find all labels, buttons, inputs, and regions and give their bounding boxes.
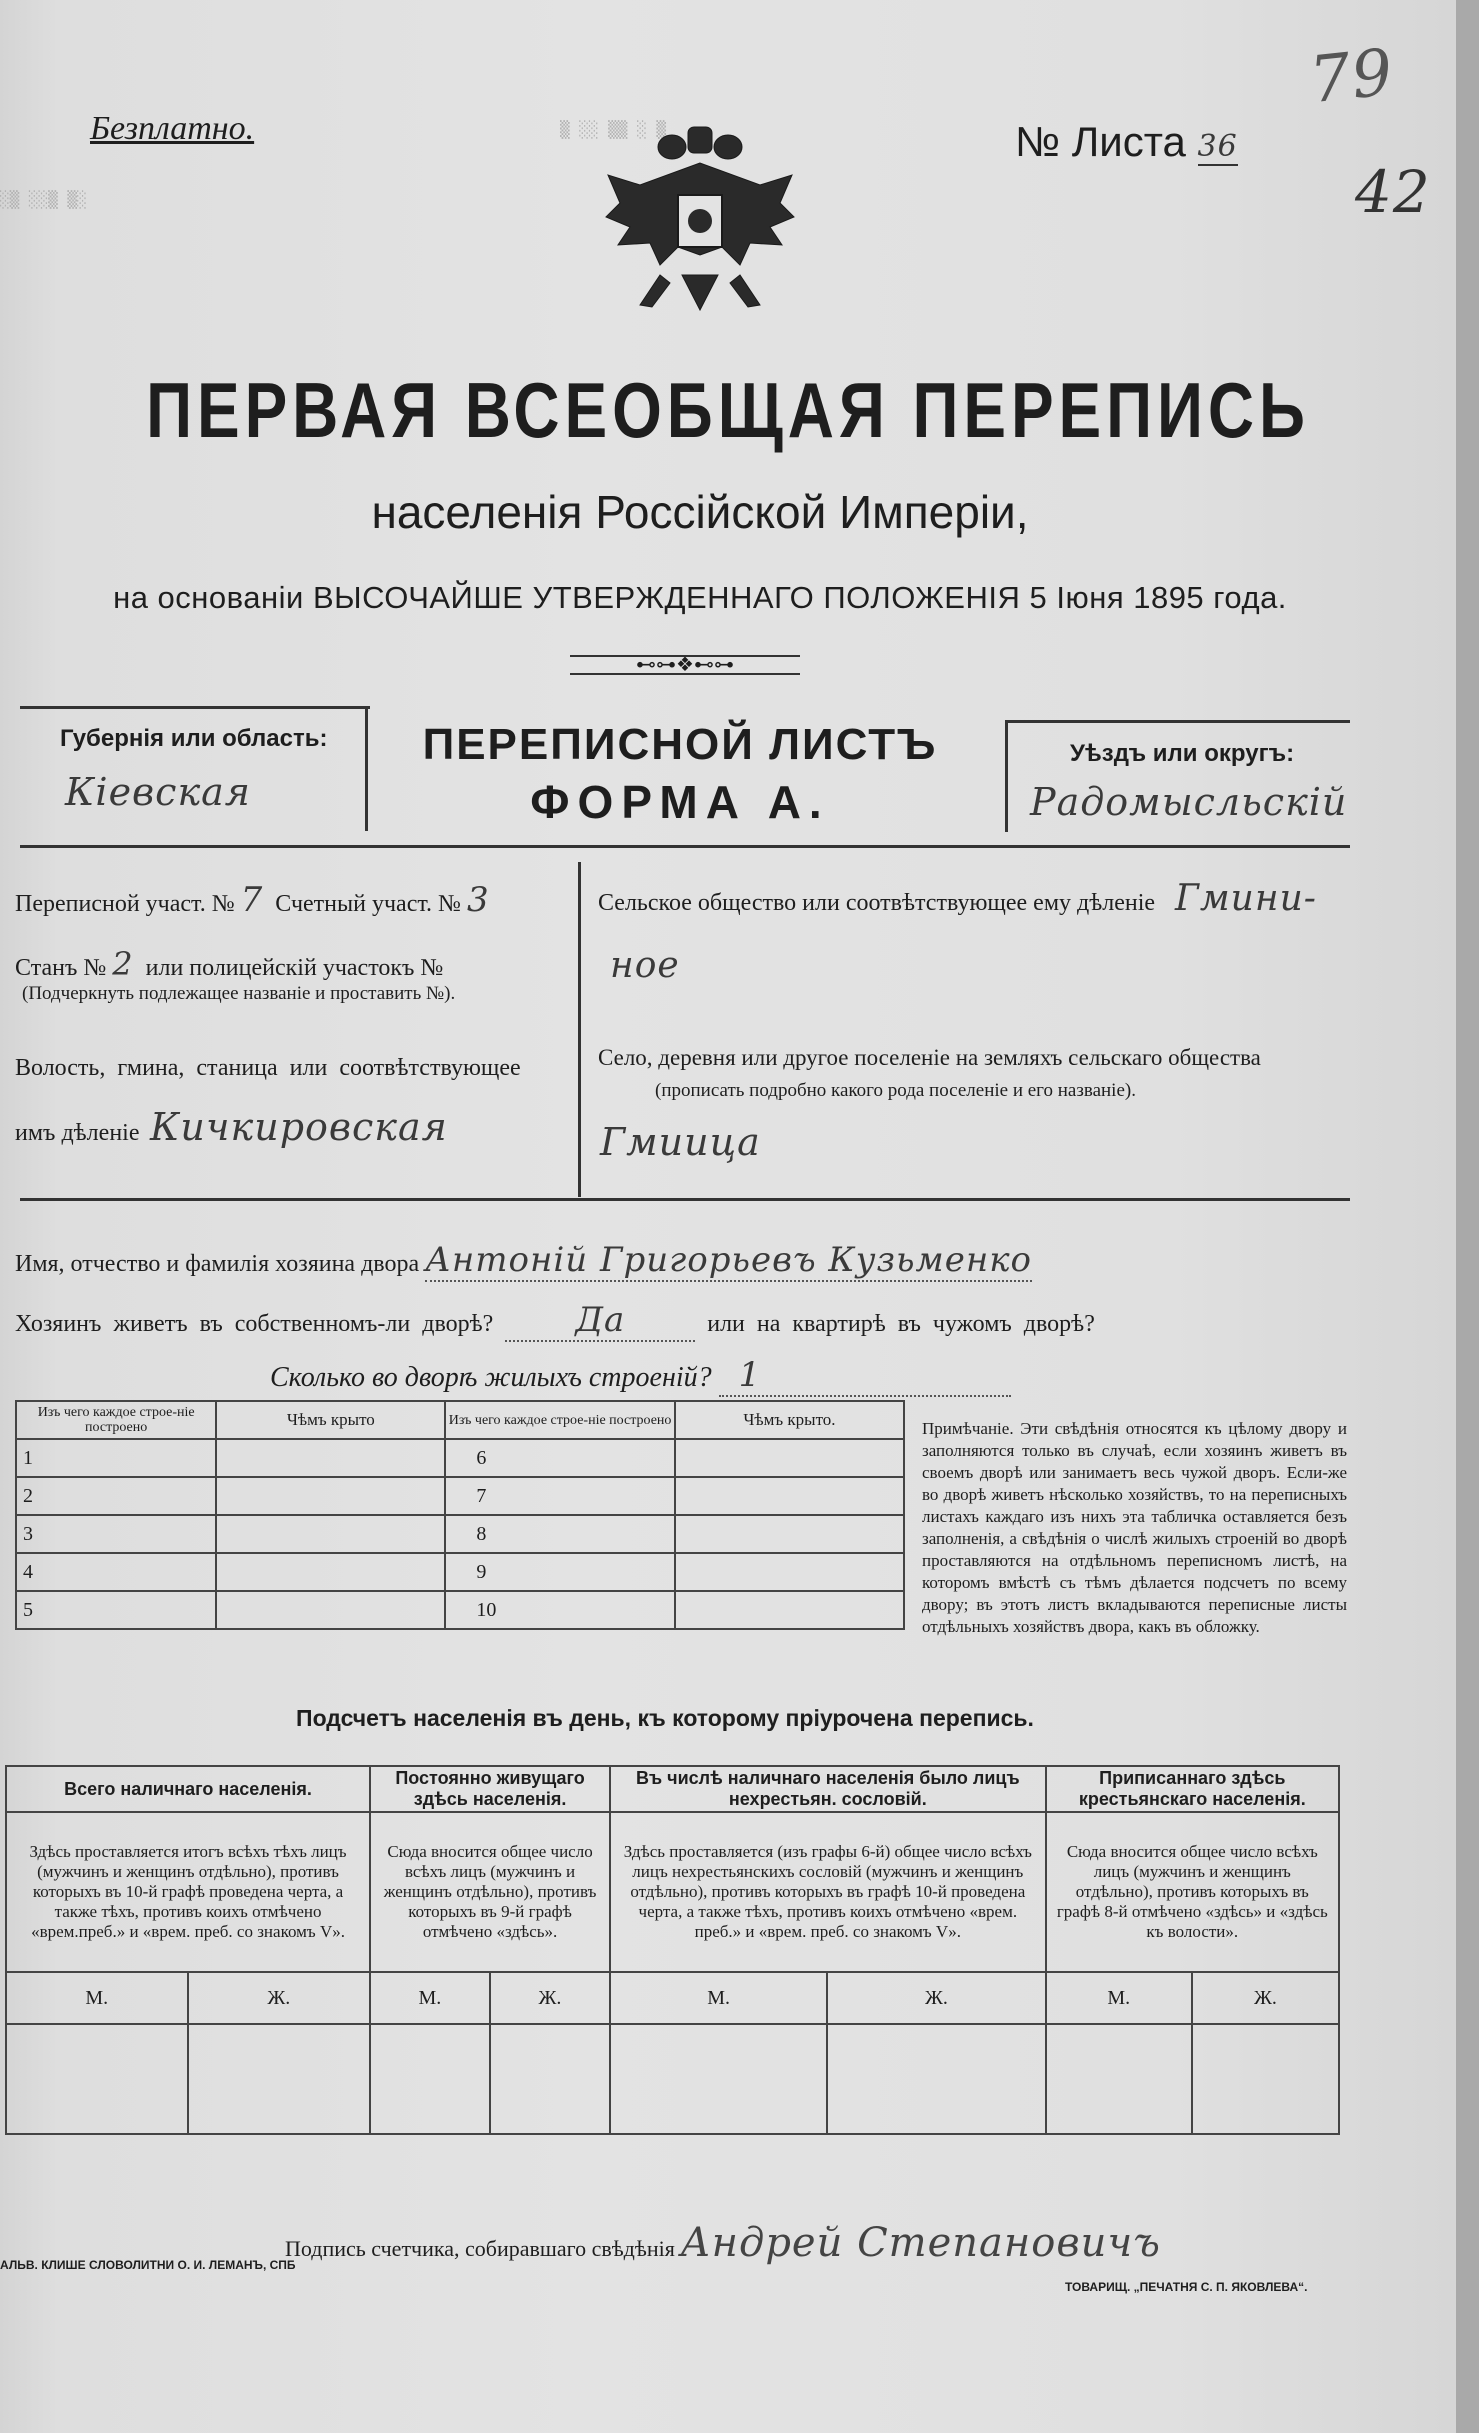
counter-signature: Андрей Степановичъ [680, 2220, 1161, 2266]
society-value-2: ное [610, 945, 680, 986]
fields-column-divider [578, 862, 581, 1197]
stan-label: Станъ № [15, 955, 107, 981]
imperial-eagle-emblem-icon [600, 125, 800, 330]
printer-right: ТОВАРИЩ. „ПЕЧАТНЯ С. П. ЯКОВЛЕВА“. [1065, 2280, 1308, 2294]
summary-value-cell [610, 2024, 827, 2134]
bleed-through-text: ░▒ ░░▒ ▒░ [0, 190, 87, 209]
col-material-left: Изъ чего каждое строе-ніе построено [16, 1401, 216, 1439]
summary-value-cell [490, 2024, 610, 2134]
summary-value-cell [370, 2024, 490, 2134]
legal-basis-line: на основаніи ВЫСОЧАЙШЕ УТВЕРЖДЕННАГО ПОЛОЖЕНІЯ 5 Іюня 1895 года. [113, 580, 1287, 615]
col-roof-left: Чѣмъ крыто [216, 1401, 445, 1439]
archive-number-top: 79 [1306, 35, 1398, 119]
form-sheet-title: ПЕРЕПИСНОЙ ЛИСТЪ [422, 720, 938, 769]
summary-value-cell [827, 2024, 1045, 2134]
volost-value: Кичкировская [150, 1105, 448, 1149]
page-edge-shadow [1456, 0, 1479, 2433]
form-name: ФОРМА А. [530, 776, 830, 828]
summary-col-header: Всего наличнаго населенія. [6, 1766, 370, 1812]
free-label: Безплатно. [90, 110, 255, 147]
sheet-number-label: № Листа [1015, 118, 1186, 165]
own-yard-row [15, 1300, 1095, 1340]
police-district-label: или полицейскій участокъ № [145, 955, 444, 981]
signature-label: Подпись счетчика, собиравшаго свѣдѣнія [285, 2236, 675, 2261]
table-row-number: 2 [16, 1477, 216, 1515]
archive-number-bottom: 42 [1355, 158, 1431, 226]
gubernia-value: Кіевская [65, 770, 251, 814]
society-value-1: Гмини- [1175, 878, 1317, 919]
census-district-label: Переписной участ. № [15, 891, 235, 917]
buildings-count-label: Сколько во дворѣ жилыхъ строеній? [270, 1362, 712, 1393]
buildings-count-row [270, 1355, 1011, 1395]
bleed-through-text: ▒ ░░ ▒▒ ░ ▒ [560, 120, 666, 139]
police-district-note: (Подчеркнуть подлежащее названіе и проставить №). [22, 983, 456, 1004]
summary-col-header: Въ числѣ наличнаго населенія было лицъ нехрестьян. сословій. [610, 1766, 1046, 1812]
summary-value-cell [188, 2024, 370, 2134]
table-cell [675, 1439, 904, 1477]
summary-col-header: Постоянно живущаго здѣсь населенія. [370, 1766, 610, 1812]
decorative-ornament: ⊷⊶❖⊷⊶ [570, 655, 800, 675]
summary-col-desc: Сюда вносится общее число всѣхъ лицъ (мужчинъ и женщинъ отдѣльно), противъ которыхъ въ графѣ 8-й отмѣчено «здѣсь» и «здѣсь къ волости». [1046, 1812, 1339, 1972]
table-row-number: 4 [16, 1553, 216, 1591]
signature-row [285, 2220, 1161, 2266]
table-row-number: 10 [445, 1591, 675, 1629]
table-row-number: 6 [445, 1439, 675, 1477]
gubernia-box-right [365, 706, 368, 831]
buildings-count-value: 1 [719, 1355, 1012, 1397]
counting-district-label: Счетный участ. № [275, 891, 461, 917]
region-row-bottom-rule [20, 845, 1350, 848]
form-main-title: ПЕРВАЯ ВСЕОБЩАЯ ПЕРЕПИСЬ [146, 366, 1310, 454]
table-cell [675, 1515, 904, 1553]
district-numbers-row [15, 880, 490, 920]
printer-left: АЛЬВ. КЛИШЕ СЛОВОЛИТНИ О. И. ЛЕМАНЪ, СПБ [0, 2258, 296, 2272]
table-cell [216, 1553, 445, 1591]
uezd-box-left [1005, 720, 1008, 832]
female-header: Ж. [490, 1972, 610, 2024]
own-yard-label: Хозяинъ живетъ въ собственномъ-ли дворѣ? [15, 1311, 494, 1337]
table-row-number: 7 [445, 1477, 675, 1515]
gubernia-label: Губернія или область: [60, 725, 328, 752]
stan-row [15, 945, 443, 983]
table-cell [675, 1477, 904, 1515]
col-material-right: Изъ чего каждое строе-ніе построено [445, 1401, 675, 1439]
stan-value: 2 [112, 945, 134, 983]
summary-col-header: Приписаннаго здѣсь крестьянскаго населенія. [1046, 1766, 1339, 1812]
census-district-value: 7 [240, 880, 264, 920]
fields-bottom-rule [20, 1198, 1350, 1201]
uezd-value: Радомысльскій [1030, 780, 1348, 824]
summary-value-cell [6, 2024, 188, 2134]
table-cell [216, 1477, 445, 1515]
form-subtitle: населенія Россійской Имперіи, [371, 486, 1029, 538]
summary-value-cell [1046, 2024, 1192, 2134]
village-note: (прописать подробно какого рода поселеніе и его названіе). [655, 1080, 1136, 1101]
male-header: М. [1046, 1972, 1192, 2024]
owner-name-value: Антоній Григорьевъ Кузьменко [425, 1240, 1032, 1280]
population-summary-table [5, 1765, 1340, 2135]
col-roof-right: Чѣмъ крыто. [675, 1401, 904, 1439]
volost-label: Волость, гмина, станица или соотвѣтствующее [15, 1055, 521, 1081]
summary-col-desc: Здѣсь проставляется (изъ графы 6-й) общее число всѣхъ лицъ нехрестьянскихъ сословій (мужчинъ и женщинъ отдѣльно), противъ которыхъ въ графѣ 10-й проведена черта, а также тѣхъ, противъ коихъ отмѣчено «врем. преб.» и «врем. преб. со знакомъ V». [610, 1812, 1046, 1972]
table-row-number: 1 [16, 1439, 216, 1477]
table-cell [216, 1591, 445, 1629]
buildings-note: Примѣчаніе. Эти свѣдѣнія относятся къ цѣлому двору и заполняются только въ случаѣ, если хозяинъ живетъ въ своемъ дворѣ или занимаетъ весь чужой дворъ. Если-же во дворѣ живетъ нѣсколько хозяйствъ, то на переписныхъ листахъ каждаго изъ нихъ эта табличка оставляется безъ заполненія, а свѣдѣнія о числѣ жилыхъ строеній во дворѣ проставляются на отдѣльномъ переписномъ листѣ, на которомъ вмѣстѣ съ тѣмъ дѣлается подсчетъ по всему двору; въ этотъ листъ вкладываются переписные листы отдѣльныхъ хозяйствъ двора, какъ въ обложку. [922, 1419, 1347, 1636]
summary-title: Подсчетъ населенія въ день, къ которому пріурочена перепись. [296, 1705, 1034, 1731]
male-header: М. [370, 1972, 490, 2024]
table-row-number: 8 [445, 1515, 675, 1553]
rented-label: или на квартирѣ въ чужомъ дворѣ? [707, 1311, 1095, 1337]
table-cell [675, 1553, 904, 1591]
village-label: Село, деревня или другое поселеніе на земляхъ сельскаго общества [598, 1045, 1261, 1070]
summary-col-desc: Сюда вносится общее число всѣхъ лицъ (мужчинъ и женщинъ отдѣльно), противъ которыхъ въ 9-й графѣ отмѣчено «здѣсь». [370, 1812, 610, 1972]
own-yard-value: Да [505, 1300, 695, 1342]
table-cell [216, 1515, 445, 1553]
summary-value-cell [1192, 2024, 1339, 2134]
table-row-number: 5 [16, 1591, 216, 1629]
female-header: Ж. [1192, 1972, 1339, 2024]
gubernia-box-top [20, 706, 370, 709]
table-row-number: 3 [16, 1515, 216, 1553]
village-value: Гмиица [600, 1120, 761, 1164]
sheet-number [1015, 118, 1238, 166]
society-label: Сельское общество или соотвѣтствующее ему дѣленіе [598, 890, 1156, 916]
counting-district-value: 3 [466, 880, 490, 920]
table-cell [216, 1439, 445, 1477]
table-cell [675, 1591, 904, 1629]
uezd-box-top [1005, 720, 1350, 723]
buildings-table [15, 1400, 905, 1630]
summary-col-desc: Здѣсь проставляется итогъ всѣхъ тѣхъ лицъ (мужчинъ и женщинъ отдѣльно), противъ которыхъ въ 10-й графѣ проведена черта, а также тѣхъ, противъ коихъ отмѣчено «врем.преб.» и «врем. преб. со знакомъ V». [6, 1812, 370, 1972]
male-header: М. [6, 1972, 188, 2024]
female-header: Ж. [827, 1972, 1045, 2024]
owner-name-label: Имя, отчество и фамилія хозяина двора [15, 1251, 420, 1277]
uezd-label: Уѣздъ или округъ: [1070, 740, 1295, 767]
owner-name-row [15, 1240, 1032, 1280]
male-header: М. [610, 1972, 827, 2024]
table-row-number: 9 [445, 1553, 675, 1591]
sheet-number-value: 36 [1197, 129, 1238, 164]
volost-label-2: имъ дѣленіе [15, 1120, 140, 1146]
female-header: Ж. [188, 1972, 370, 2024]
